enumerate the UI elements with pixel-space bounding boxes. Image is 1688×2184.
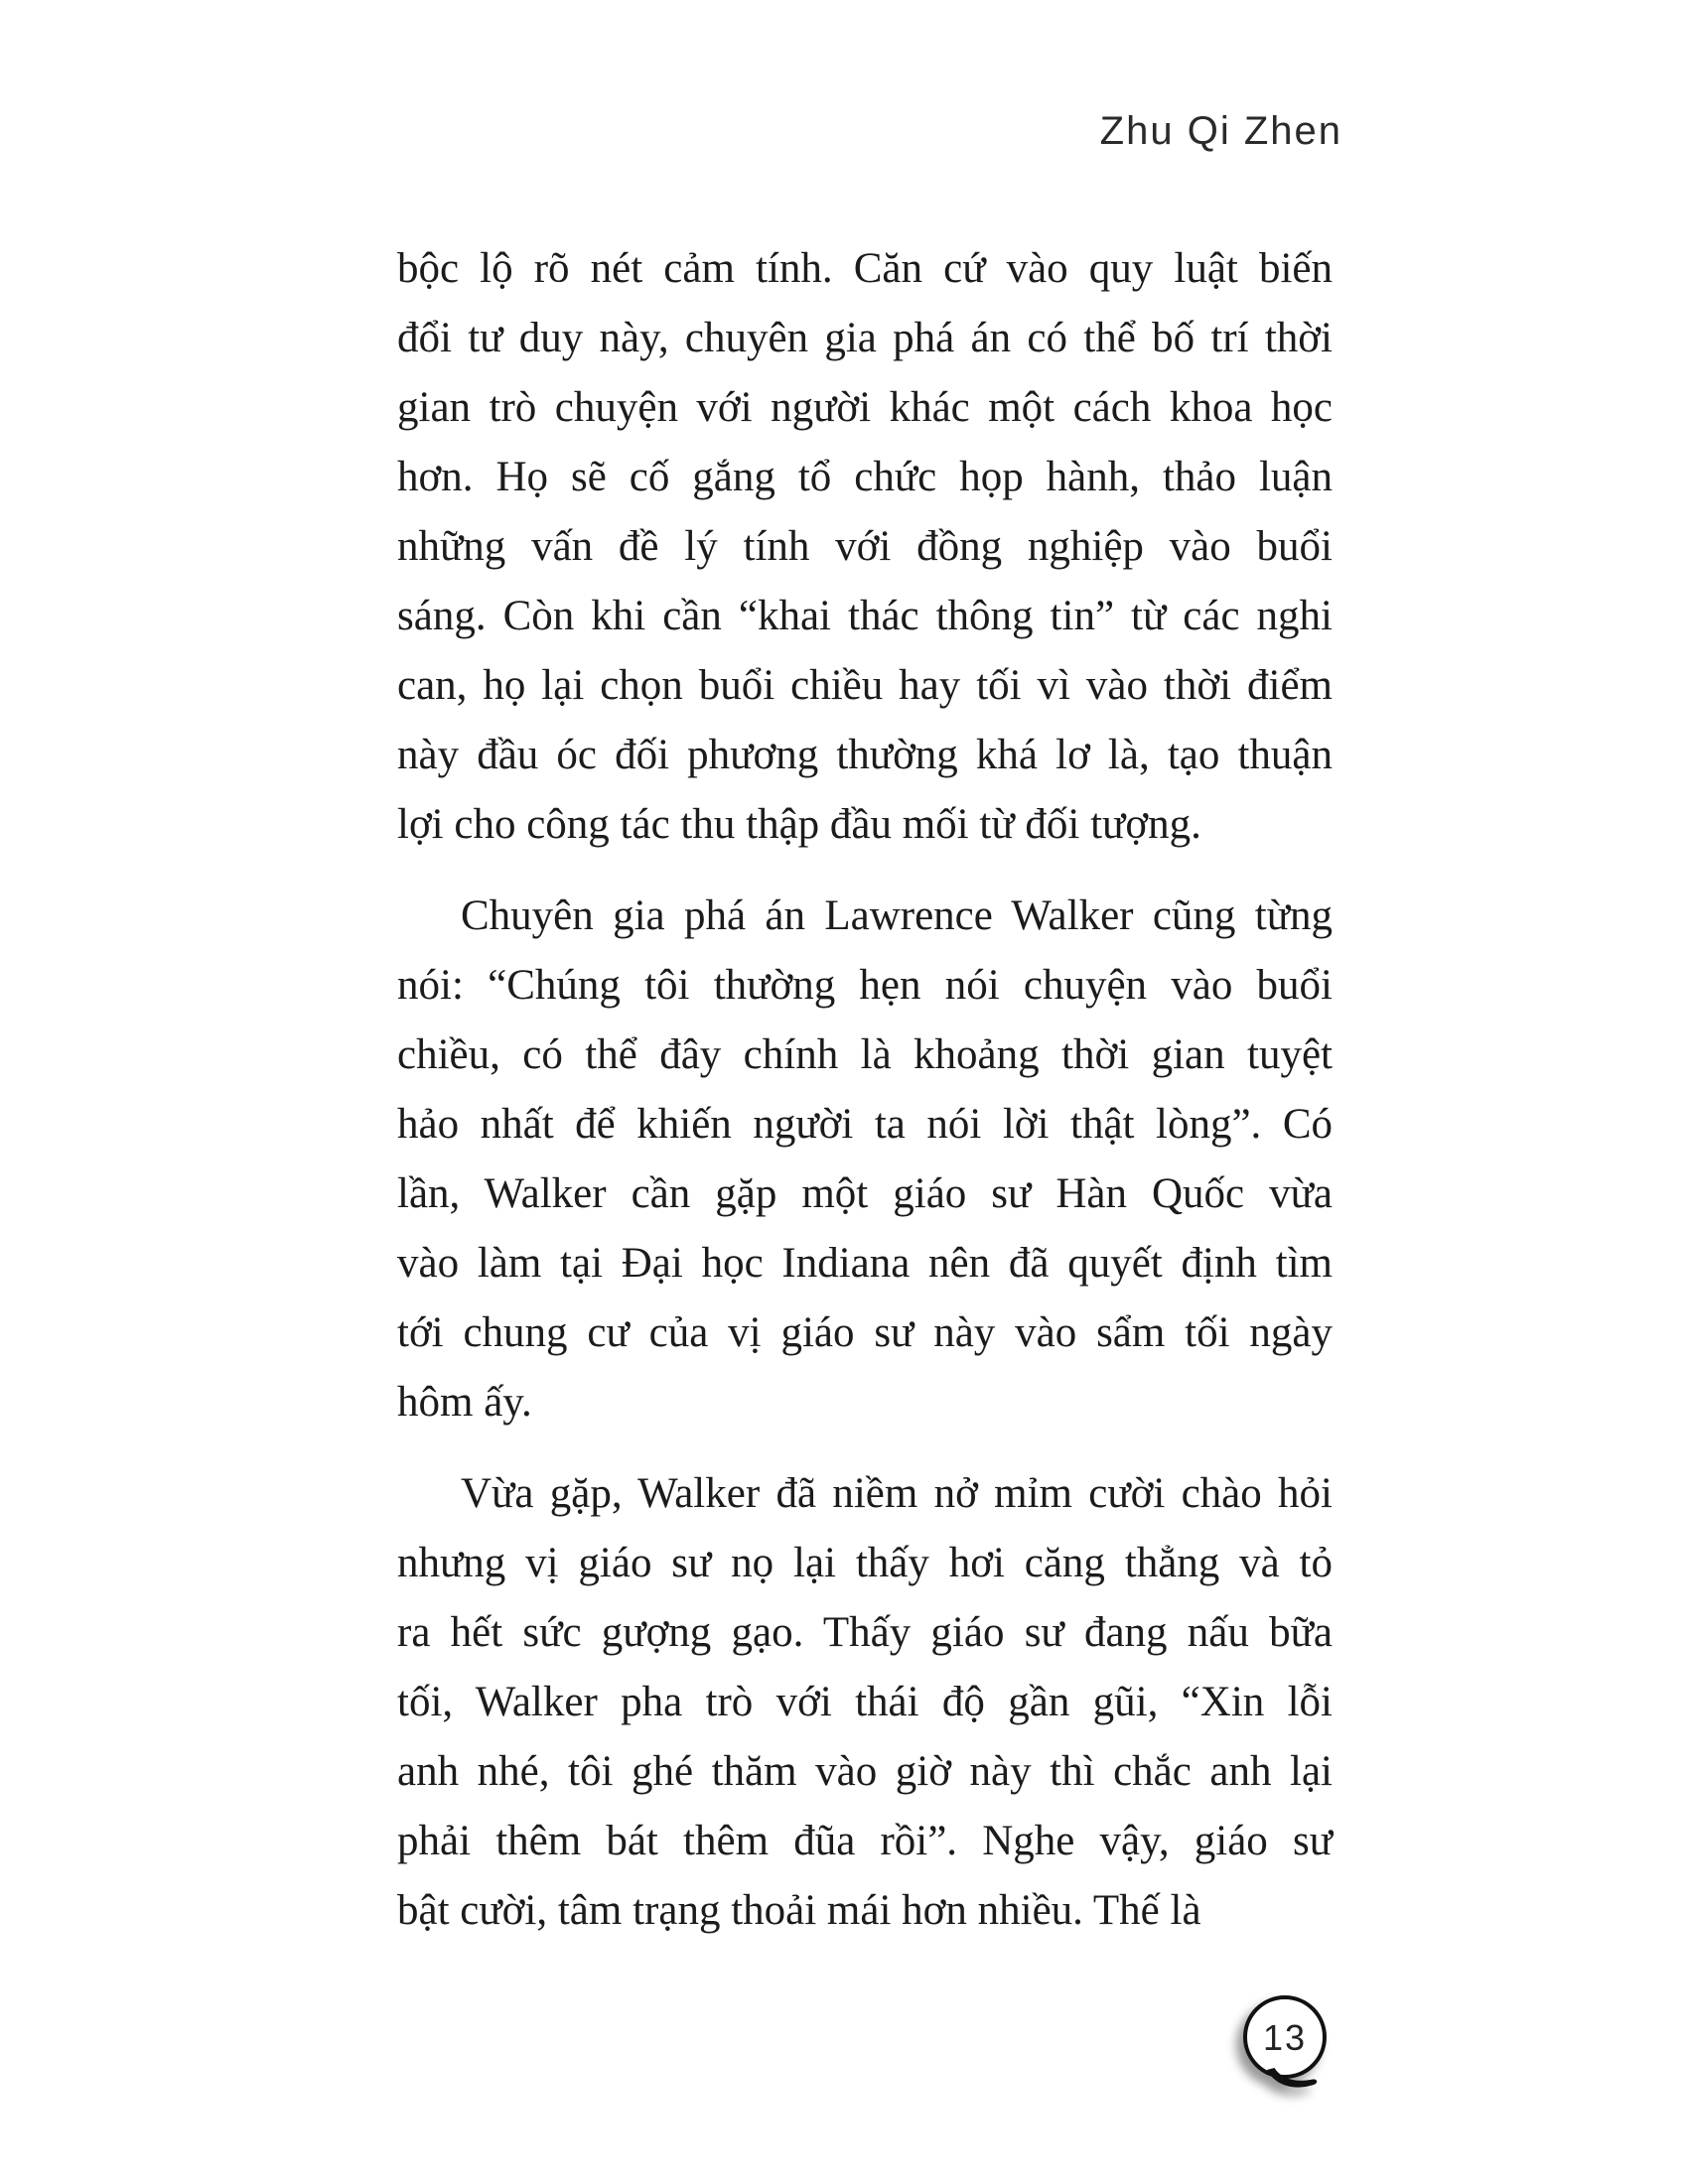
text-line: can, họ lại chọn buổi chiều hay tối vì vào thời điểm [397, 662, 1333, 709]
text-line: này đầu óc đối phương thường khá lơ là, tạo thuận [397, 732, 1333, 778]
text-line: tới chung cư của vị giáo sư này vào sẩm tối ngày [397, 1309, 1333, 1356]
text-line: vào làm tại Đại học Indiana nên đã quyết định tìm [397, 1240, 1333, 1287]
text-line: Chuyên gia phá án Lawrence Walker cũng từng [461, 892, 1333, 939]
text-line: chiều, có thể đây chính là khoảng thời gian tuyệt [397, 1031, 1333, 1078]
page-number: 13 [1262, 2017, 1308, 2058]
text-line: tối, Walker pha trò với thái độ gần gũi, “Xin lỗi [397, 1679, 1333, 1725]
text-line: nhưng vị giáo sư nọ lại thấy hơi căng thẳng và tỏ [397, 1540, 1333, 1586]
paragraph [397, 882, 1333, 1437]
text-line: lần, Walker cần gặp một giáo sư Hàn Quốc vừa [397, 1170, 1333, 1217]
text-line: bộc lộ rõ nét cảm tính. Căn cứ vào quy luật biến [397, 245, 1333, 292]
text-line: những vấn đề lý tính với đồng nghiệp vào buổi [397, 523, 1333, 570]
text-line: nói: “Chúng tôi thường hẹn nói chuyện vào buổi [397, 962, 1333, 1009]
text-line: lợi cho công tác thu thập đầu mối từ đối tượng. [397, 801, 1201, 848]
text-line: anh nhé, tôi ghé thăm vào giờ này thì chắc anh lại [397, 1748, 1333, 1795]
text-line: hôm ấy. [397, 1379, 532, 1426]
text-line: bật cười, tâm trạng thoải mái hơn nhiều. Thế là [397, 1887, 1201, 1934]
text-line: gian trò chuyện với người khác một cách khoa học [397, 384, 1333, 431]
body-text [397, 234, 1333, 1946]
text-line: phải thêm bát thêm đũa rồi”. Nghe vậy, giáo sư [397, 1818, 1333, 1864]
page-number-bubble [1220, 1984, 1349, 2104]
text-line: sáng. Còn khi cần “khai thác thông tin” từ các nghi [397, 593, 1333, 639]
text-line: hơn. Họ sẽ cố gắng tổ chức họp hành, thảo luận [397, 454, 1333, 500]
text-line: hảo nhất để khiến người ta nói lời thật lòng”. Có [397, 1101, 1333, 1148]
text-line: Vừa gặp, Walker đã niềm nở mỉm cười chào hỏi [461, 1470, 1333, 1517]
paragraph [397, 1459, 1333, 1946]
text-line: ra hết sức gượng gạo. Thấy giáo sư đang nấu bữa [397, 1609, 1333, 1656]
text-line: đổi tư duy này, chuyên gia phá án có thể bố trí thời [397, 315, 1333, 361]
paragraph [397, 234, 1333, 860]
speech-bubble-icon [1220, 1984, 1349, 2104]
running-head-author: Zhu Qi Zhen [1099, 109, 1342, 153]
